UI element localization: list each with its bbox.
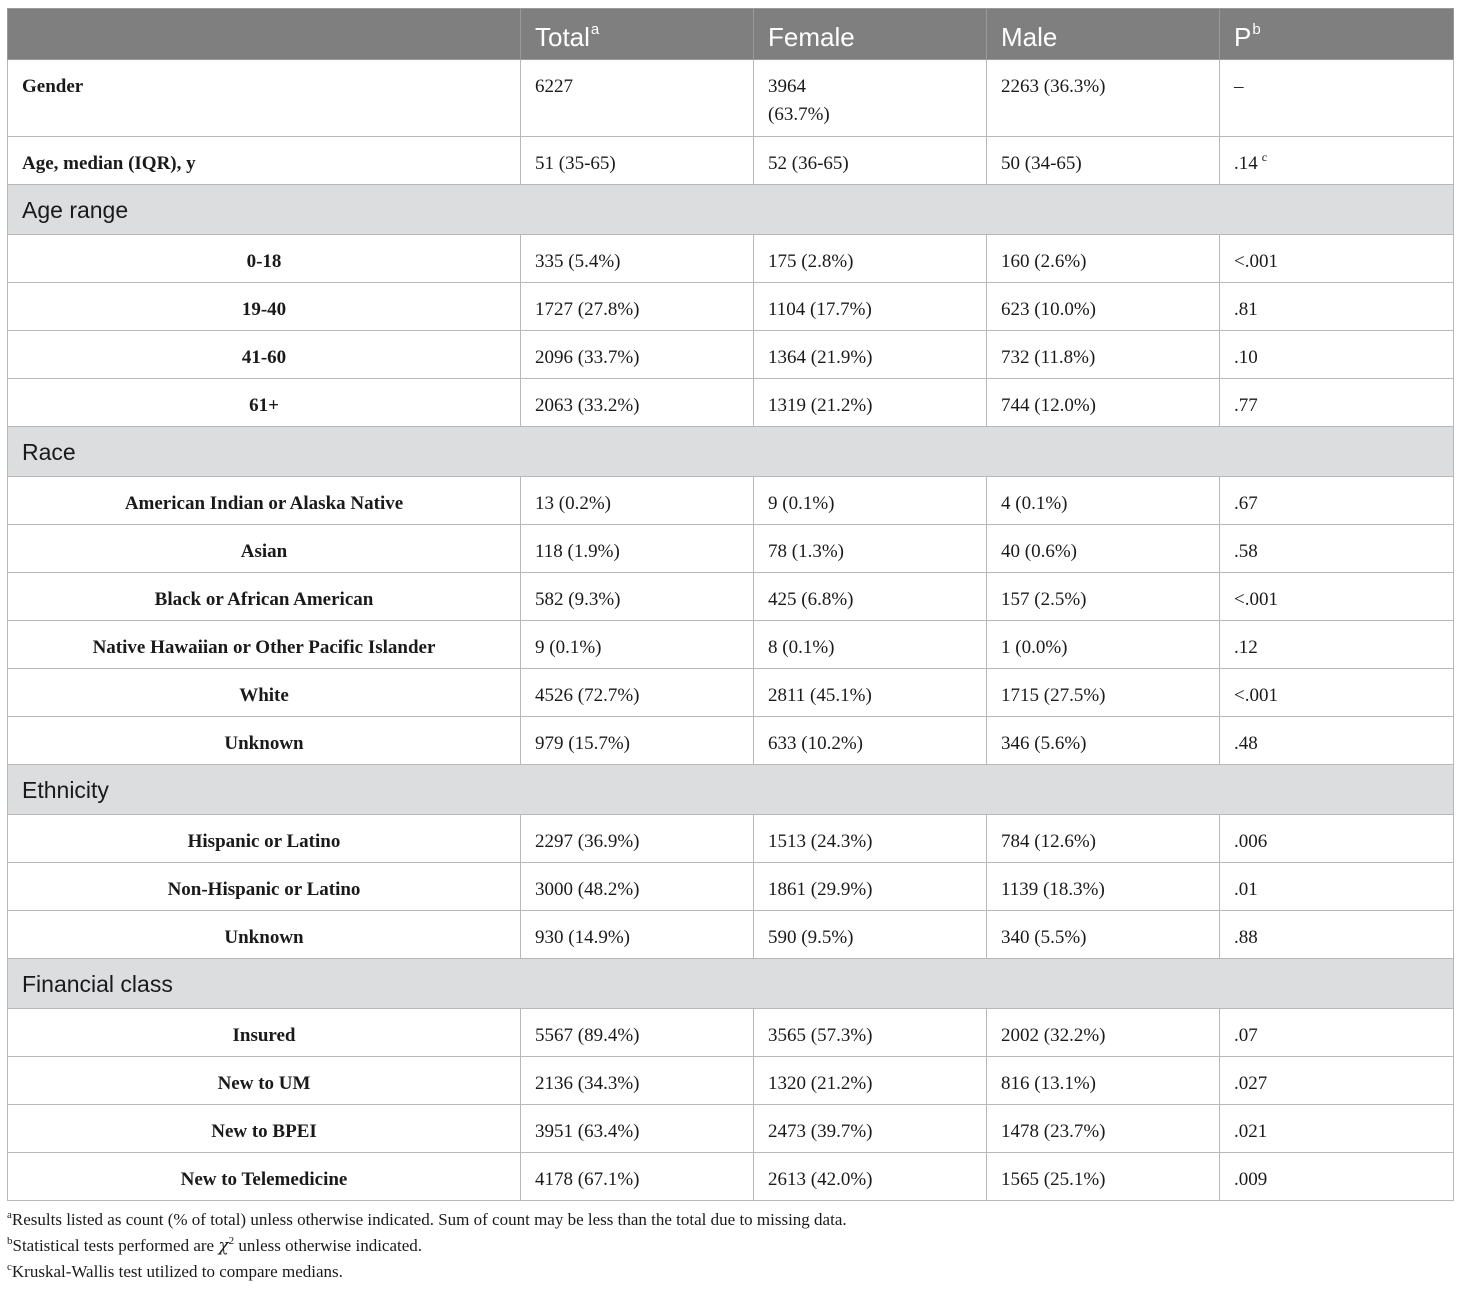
cell-male: 1478 (23.7%) [987,1105,1220,1153]
cell-female [754,379,987,427]
cell-p-value [1220,137,1454,185]
cell-female-value: 175 (2.8%) [768,251,854,272]
cell-total: 51 (35-65) [521,137,754,185]
cell-p-value [1220,1105,1454,1153]
cell-total: 6227 [521,60,754,137]
cell-female [754,573,987,621]
cell-male: 346 (5.6%) [987,717,1220,765]
cell-female-value: 425 (6.8%) [768,589,854,610]
row-label: Unknown [8,717,521,765]
cell-p-value [1220,60,1454,137]
cell-female [754,235,987,283]
table-row [8,815,1454,863]
header-p-label: P [1234,21,1252,52]
row-label: Unknown [8,911,521,959]
row-label: New to Telemedicine [8,1153,521,1201]
cell-p-value [1220,331,1454,379]
cell-male: 40 (0.6%) [987,525,1220,573]
cell-p-value [1220,669,1454,717]
p-value: .81 [1234,299,1258,320]
section-label: Age range [8,185,1454,235]
table-row [8,573,1454,621]
table-row [8,60,1454,137]
cell-female [754,669,987,717]
cell-female [754,525,987,573]
row-label: New to UM [8,1057,521,1105]
cell-male: 1 (0.0%) [987,621,1220,669]
cell-female-value: 1861 (29.9%) [768,879,873,900]
cell-total: 2136 (34.3%) [521,1057,754,1105]
table-row [8,1105,1454,1153]
section-label: Financial class [8,959,1454,1009]
cell-total: 4526 (72.7%) [521,669,754,717]
cell-total: 2096 (33.7%) [521,331,754,379]
cell-p-value [1220,1009,1454,1057]
row-label: Asian [8,525,521,573]
cell-p-value [1220,235,1454,283]
cell-female [754,815,987,863]
cell-female [754,717,987,765]
row-label: Gender [8,60,521,137]
section-header-row [8,427,1454,477]
table-row [8,1009,1454,1057]
row-label: New to BPEI [8,1105,521,1153]
cell-female [754,1057,987,1105]
cell-female-value: 3565 (57.3%) [768,1025,873,1046]
cell-female [754,477,987,525]
header-p-value [1220,9,1454,60]
cell-female-value: 1320 (21.2%) [768,1073,873,1094]
cell-female-value: 1319 (21.2%) [768,395,873,416]
cell-female [754,863,987,911]
row-label: Insured [8,1009,521,1057]
row-label: 41-60 [8,331,521,379]
cell-female-value: 2811 (45.1%) [768,685,872,706]
table-row [8,283,1454,331]
cell-female-value: 52 (36-65) [768,153,849,174]
cell-p-value [1220,525,1454,573]
table-footnotes [7,1207,1453,1285]
footnote-a-mark: a [7,1209,12,1221]
cell-male: 1139 (18.3%) [987,863,1220,911]
cell-female-percent: (63.7%) [768,104,830,125]
table-row [8,331,1454,379]
p-value: .006 [1234,831,1268,852]
cell-total: 13 (0.2%) [521,477,754,525]
cell-female-value: 590 (9.5%) [768,927,854,948]
cell-total: 2063 (33.2%) [521,379,754,427]
p-value: .77 [1234,395,1258,416]
cell-female-value: 1364 (21.9%) [768,347,873,368]
p-value: <.001 [1234,685,1278,706]
cell-female-value: 9 (0.1%) [768,493,835,514]
cell-male: 2263 (36.3%) [987,60,1220,137]
demographics-table [7,8,1454,1201]
p-value: .88 [1234,927,1258,948]
p-value: – [1234,76,1244,97]
cell-total: 3000 (48.2%) [521,863,754,911]
cell-male: 157 (2.5%) [987,573,1220,621]
table-row [8,379,1454,427]
cell-male: 623 (10.0%) [987,283,1220,331]
p-value: .67 [1234,493,1258,514]
cell-total: 1727 (27.8%) [521,283,754,331]
cell-female [754,283,987,331]
cell-total: 2297 (36.9%) [521,815,754,863]
footnote-b-mark: b [7,1235,13,1247]
header-total-footnote-mark: a [590,20,600,38]
table-row [8,525,1454,573]
row-label: Black or African American [8,573,521,621]
footnote-c-text: Kruskal-Wallis test utilized to compare medians. [11,1262,343,1281]
cell-female [754,1009,987,1057]
cell-total: 118 (1.9%) [521,525,754,573]
cell-total: 9 (0.1%) [521,621,754,669]
cell-p-value [1220,477,1454,525]
header-female: Female [754,9,987,60]
row-label: Hispanic or Latino [8,815,521,863]
row-label: 19-40 [8,283,521,331]
p-value: .10 [1234,347,1258,368]
row-label: American Indian or Alaska Native [8,477,521,525]
p-value: .01 [1234,879,1258,900]
cell-female [754,1105,987,1153]
cell-total: 582 (9.3%) [521,573,754,621]
cell-female [754,911,987,959]
table-row [8,1153,1454,1201]
table-header-row [8,9,1454,60]
p-value: .009 [1234,1169,1268,1190]
cell-female [754,1153,987,1201]
cell-p-value [1220,815,1454,863]
table-row [8,235,1454,283]
table-body [8,60,1454,1201]
cell-p-value [1220,621,1454,669]
cell-female [754,137,987,185]
cell-p-value [1220,1057,1454,1105]
row-label: 61+ [8,379,521,427]
p-value: .48 [1234,733,1258,754]
cell-female [754,331,987,379]
header-p-footnote-mark: b [1252,20,1261,38]
table-page [7,8,1453,1285]
cell-female-value: 78 (1.3%) [768,541,844,562]
p-value-footnote-mark: c [1261,150,1268,164]
p-value: .12 [1234,637,1258,658]
cell-male: 2002 (32.2%) [987,1009,1220,1057]
section-label: Ethnicity [8,765,1454,815]
section-label: Race [8,427,1454,477]
section-header-row [8,185,1454,235]
table-row [8,477,1454,525]
cell-female-value: 1104 (17.7%) [768,299,872,320]
cell-female [754,60,987,137]
cell-p-value [1220,911,1454,959]
footnote-b-text-before: Statistical tests performed are [12,1236,219,1255]
cell-total: 4178 (67.1%) [521,1153,754,1201]
row-label: Native Hawaiian or Other Pacific Islander [8,621,521,669]
cell-p-value [1220,1153,1454,1201]
p-value: <.001 [1234,589,1278,610]
cell-total: 930 (14.9%) [521,911,754,959]
header-total-label: Total [535,21,590,52]
cell-p-value [1220,379,1454,427]
section-header-row [8,765,1454,815]
cell-p-value [1220,863,1454,911]
p-value: <.001 [1234,251,1278,272]
cell-p-value [1220,717,1454,765]
cell-total: 335 (5.4%) [521,235,754,283]
header-total [521,9,754,60]
row-label: White [8,669,521,717]
footnote-a [7,1207,1453,1233]
cell-female-value: 8 (0.1%) [768,637,835,658]
footnote-c [7,1259,1453,1285]
table-row [8,137,1454,185]
table-row [8,621,1454,669]
row-label: Age, median (IQR), y [8,137,521,185]
p-value: .58 [1234,541,1258,562]
cell-p-value [1220,283,1454,331]
chi-symbol: χ [218,1236,229,1256]
cell-total: 5567 (89.4%) [521,1009,754,1057]
cell-female-value: 1513 (24.3%) [768,831,873,852]
cell-male: 732 (11.8%) [987,331,1220,379]
cell-male: 816 (13.1%) [987,1057,1220,1105]
cell-female-value: 3964 [768,76,806,97]
chi-exponent: 2 [228,1235,235,1247]
row-label: 0-18 [8,235,521,283]
table-row [8,669,1454,717]
header-male: Male [987,9,1220,60]
cell-male: 744 (12.0%) [987,379,1220,427]
cell-male: 1715 (27.5%) [987,669,1220,717]
cell-p-value [1220,573,1454,621]
cell-male: 50 (34-65) [987,137,1220,185]
cell-total: 979 (15.7%) [521,717,754,765]
row-label: Non-Hispanic or Latino [8,863,521,911]
footnote-c-mark: c [7,1261,12,1273]
p-value: .07 [1234,1025,1258,1046]
cell-male: 4 (0.1%) [987,477,1220,525]
cell-total: 3951 (63.4%) [521,1105,754,1153]
cell-male: 1565 (25.1%) [987,1153,1220,1201]
table-row [8,1057,1454,1105]
section-header-row [8,959,1454,1009]
cell-female-value: 633 (10.2%) [768,733,863,754]
footnote-a-text: Results listed as count (% of total) unless otherwise indicated. Sum of count may be less than the total due to missing data. [11,1210,847,1229]
cell-male: 784 (12.6%) [987,815,1220,863]
cell-female [754,621,987,669]
cell-female-value: 2473 (39.7%) [768,1121,873,1142]
p-value: .021 [1234,1121,1268,1142]
table-row [8,717,1454,765]
table-row [8,911,1454,959]
p-value: .14 [1234,153,1258,174]
p-value: .027 [1234,1073,1268,1094]
cell-male: 160 (2.6%) [987,235,1220,283]
cell-female-value: 2613 (42.0%) [768,1169,873,1190]
cell-male: 340 (5.5%) [987,911,1220,959]
table-row [8,863,1454,911]
footnote-b [7,1233,1453,1259]
footnote-b-text-after: unless otherwise indicated. [234,1236,423,1255]
header-characteristic [8,9,521,60]
